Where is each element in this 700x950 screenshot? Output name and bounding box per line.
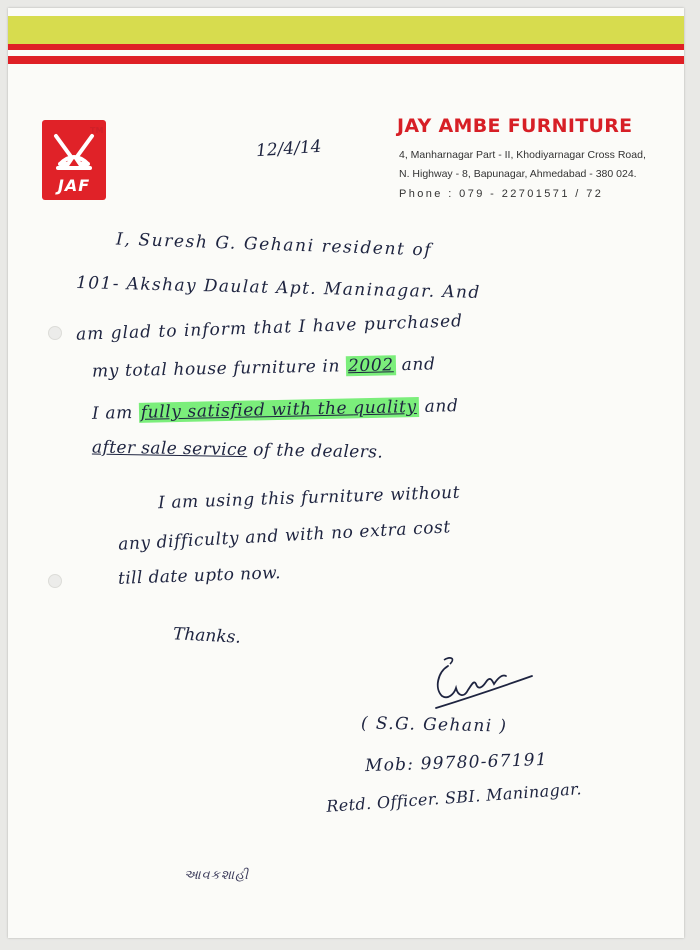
letter-line-9: till date upto now.	[117, 563, 282, 589]
gujarati-stamp-note: આવકશાહી	[184, 868, 249, 883]
header-band-gap	[8, 50, 684, 56]
letter-closing: Thanks.	[172, 624, 242, 648]
letter-line-7: I am using this furniture without	[157, 482, 461, 514]
letter-line-3: am glad to inform that I have purchased	[75, 311, 464, 345]
address-line-2: N. Highway - 8, Bapunagar, Ahmedabad - 380 024.	[399, 168, 637, 180]
letter-line-4	[92, 354, 436, 381]
phone-number: Phone : 079 - 22701571 / 72	[399, 188, 604, 200]
highlighted-satisfaction	[139, 397, 419, 423]
letter-line-6	[92, 437, 383, 462]
signer-designation: Retd. Officer. SBI. Maninagar.	[325, 779, 583, 816]
letter-date: 12/4/14	[255, 136, 323, 162]
letter-line-5	[92, 396, 459, 424]
line-6-text-b: of the dealers.	[247, 440, 384, 463]
logo-text: JAF	[57, 176, 91, 195]
signer-mobile: Mob: 99780-67191	[364, 749, 549, 777]
letter-line-8: any difficulty and with no extra cost	[117, 517, 452, 555]
line-5-text-a: I am	[91, 402, 140, 424]
letter-line-2: 101- Akshay Daulat Apt. Maninagar. And	[75, 273, 481, 303]
underlined-after-sale-service: after sale service	[91, 437, 248, 461]
punch-hole	[48, 574, 62, 588]
line-4-text-a: my total house furniture in	[91, 356, 347, 382]
signer-name: ( S.G. Gehani )	[360, 713, 508, 737]
line-5-text-b: and	[418, 396, 459, 417]
punch-hole	[48, 326, 62, 340]
header-green-band	[8, 16, 684, 46]
highlighted-text-a: fully satisfied with the	[140, 398, 354, 423]
trademark-mark: TM	[90, 126, 104, 135]
line-4-text-b: and	[395, 354, 436, 376]
letter-line-1: I, Suresh G. Gehani resident of	[115, 229, 433, 261]
handwritten-signature	[428, 654, 538, 710]
highlighted-quality: quality	[353, 397, 417, 419]
address-line-1: 4, Manharnagar Part - II, Khodiyarnagar Cross Road,	[399, 149, 646, 161]
letter-page	[8, 8, 684, 938]
highlighted-year: 2002	[347, 355, 394, 377]
company-name: JAY AMBE FURNITURE	[397, 115, 633, 137]
